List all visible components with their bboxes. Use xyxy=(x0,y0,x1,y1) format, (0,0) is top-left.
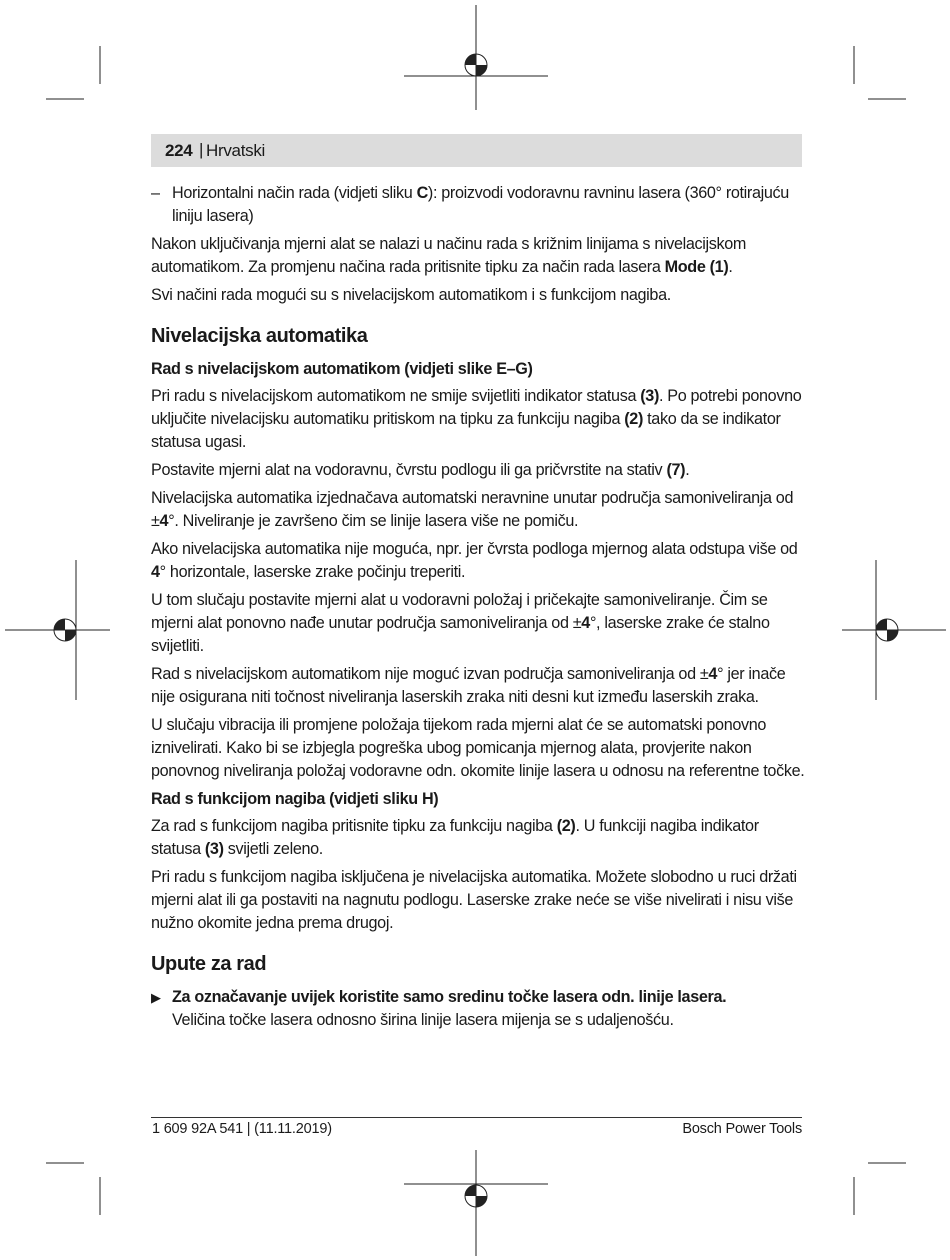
tip-text: Veličina točke lasera odnosno širina linije lasera mijenja se s udaljenošću. xyxy=(172,1011,674,1029)
section-heading-auto-leveling: Nivelacijska automatika xyxy=(151,325,368,347)
paragraph-mode-switch: Nakon uključivanja mjerni alat se nalazi u načinu rada s križnim linijama s nivelacijskom automatikom. Za promjenu načina rada pritisnite tipku za način rada lasera Mode (1). xyxy=(151,235,747,276)
paragraph-all-modes: Svi načini rada mogući su s nivelacijskom automatikom i s funkcijom nagiba. xyxy=(151,286,671,304)
footer-divider xyxy=(151,1117,802,1118)
paragraph-wait-leveling: U tom slučaju postavite mjerni alat u vodoravni položaj i pričekajte samoniveliranje. Čim se mjerni alat ponovno nađe unutar područja samoniveliranja od ±4°, laserske zrake će stalno svijetliti. xyxy=(151,591,770,655)
page-content xyxy=(151,182,806,1032)
paragraph-vibration: U slučaju vibracija ili promjene položaja tijekom rada mjerni alat će se automatski ponovno iznivelirati. Kako bi se izbjegla pogreška ubog pomicanja mjernog alata, provjerite nakon ponovnog niveliranja položaj vodoravne odn. okomite linije lasera u odnosu na referentne točke. xyxy=(151,716,805,780)
paragraph-self-leveling-range: Nivelacijska automatika izjednačava automatski neravnine unutar područja samoniveliranja od ±4°. Niveliranje je završeno čim se linije lasera više ne pomiču. xyxy=(151,489,794,530)
footer-document-id: 1 609 92A 541 | (11.11.2019) xyxy=(152,1121,332,1137)
tip-bold-text: Za označavanje uvijek koristite samo sredinu točke lasera odn. linije lasera. xyxy=(172,988,727,1006)
list-item-marking-tip xyxy=(151,986,806,1032)
paragraph-outside-range: Rad s nivelacijskom automatikom nije moguć izvan područja samoniveliranja od ±4° jer inače nije osigurana niti točnost niveliranja laserskih zraka niti desni kut između laserskih zraka. xyxy=(151,665,786,706)
header-separator: | xyxy=(199,140,204,159)
header-language: Hrvatski xyxy=(206,141,265,160)
footer-brand: Bosch Power Tools xyxy=(682,1121,802,1137)
subheading-slope-function: Rad s funkcijom nagiba (vidjeti sliku H) xyxy=(151,790,439,808)
paragraph-slope-details: Pri radu s funkcijom nagiba isključena je nivelacijska automatika. Možete slobodno u ruci držati mjerni alat ili ga postaviti na nagnutu podlogu. Laserske zrake neće se više nivelirati i nisu više nužno okomite jedna prema drugoj. xyxy=(151,868,797,932)
dash-bullet: – xyxy=(151,184,160,202)
paragraph-slope-button: Za rad s funkcijom nagiba pritisnite tipku za funkciju nagiba (2). U funkciji nagiba indikator statusa (3) svijetli zeleno. xyxy=(151,817,759,858)
section-heading-usage-tips: Upute za rad xyxy=(151,953,267,975)
paragraph-flashing: Ako nivelacijska automatika nije moguća, npr. jer čvrsta podloga mjernog alata odstupa više od 4° horizontale, laserske zrake počinju treperiti. xyxy=(151,540,798,581)
triangle-bullet-icon: ▶ xyxy=(151,990,161,1005)
list-item-horizontal-mode: – Horizontalni način rada (vidjeti sliku C): proizvodi vodoravnu ravninu lasera (360° rotirajuću liniju lasera) xyxy=(151,184,789,225)
subheading-auto-leveling-operation: Rad s nivelacijskom automatikom (vidjeti slike E–G) xyxy=(151,360,533,378)
paragraph-status-indicator: Pri radu s nivelacijskom automatikom ne smije svijetliti indikator statusa (3). Po potrebi ponovno uključite nivelacijsku automatiku pritiskom na tipku za funkciju nagiba (2) tako da se indikator statusa ugasi. xyxy=(151,387,802,451)
page-number: 224 xyxy=(165,141,193,160)
paragraph-tripod: Postavite mjerni alat na vodoravnu, čvrstu podlogu ili ga pričvrstite na stativ (7). xyxy=(151,461,690,479)
